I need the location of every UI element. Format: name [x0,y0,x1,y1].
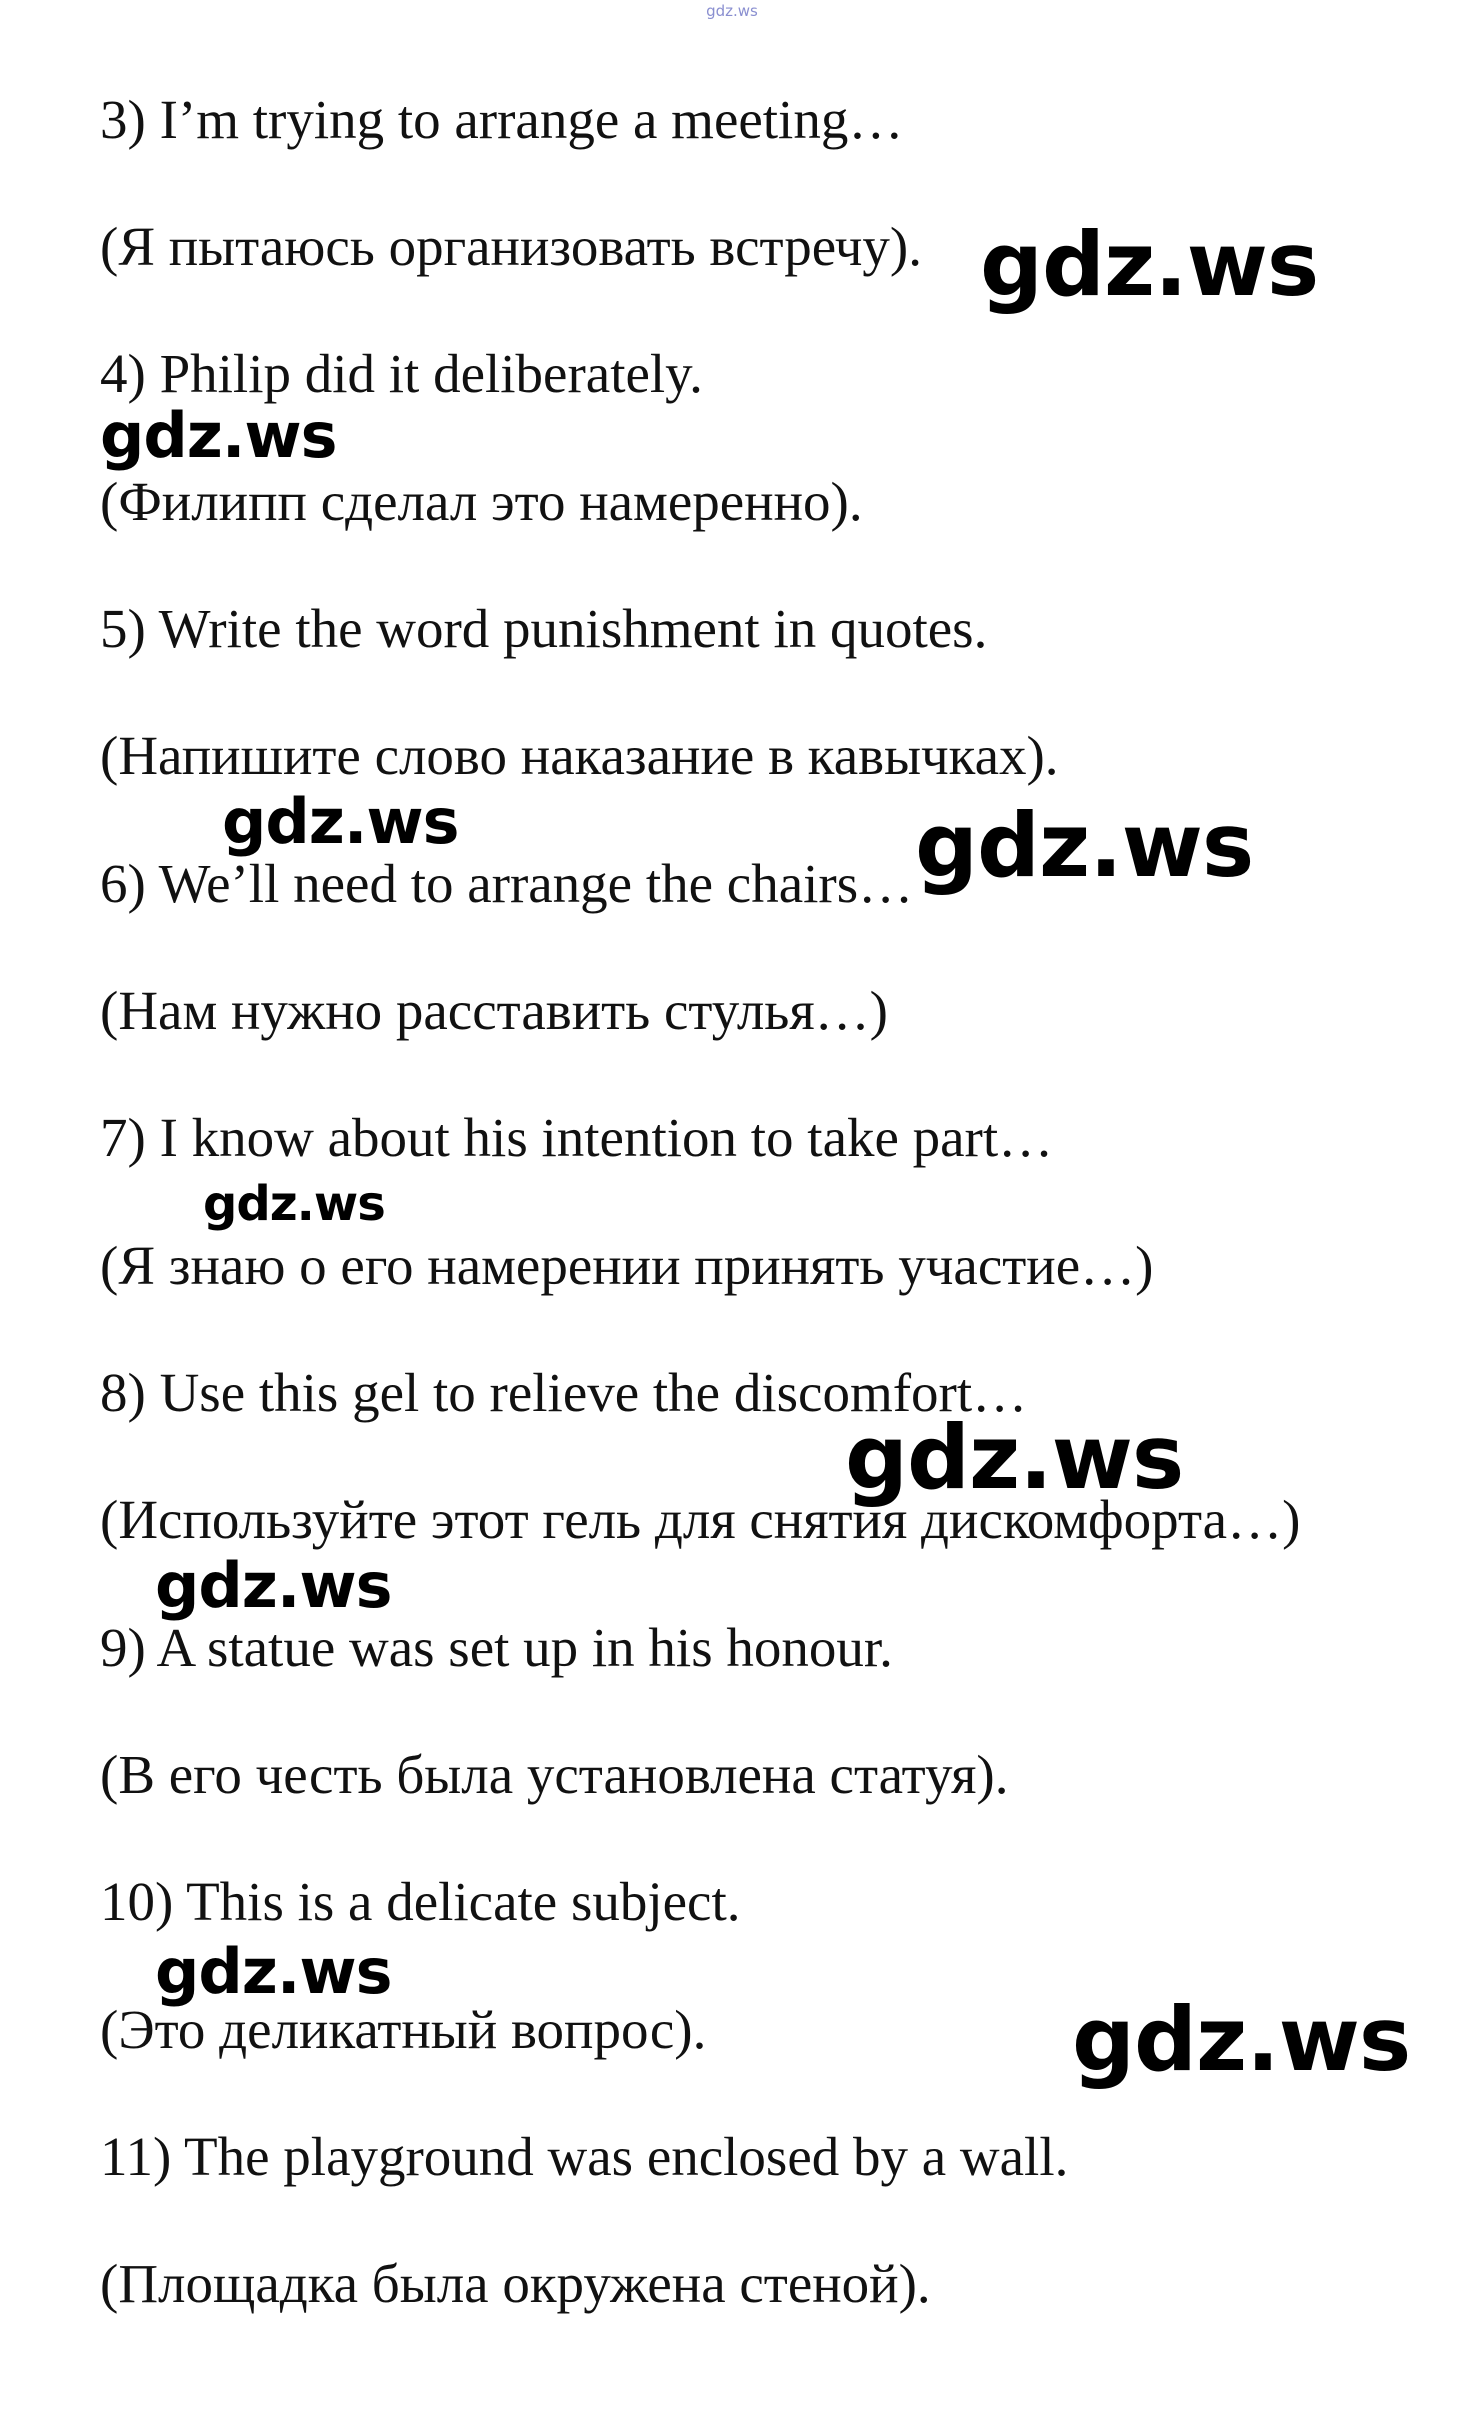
sentence-ru: (Нам нужно расставить стулья…) [100,980,888,1041]
watermark: gdz.ws [980,213,1319,316]
watermark: gdz.ws [203,1176,385,1232]
sentence-en: 6) We’ll need to arrange the chairs… [100,853,914,914]
sentence-en: 11) The playground was enclosed by a wall. [100,2126,1069,2187]
sentence-ru: (Площадка была окружена стеной). [100,2253,931,2314]
sentence-en: 7) I know about his intention to take part… [100,1107,1054,1168]
watermark: gdz.ws [1072,1988,1411,2091]
sentence-ru: (Это деликатный вопрос). [100,1999,707,2060]
sentence-ru: (Напишите слово наказание в кавычках). [100,725,1059,786]
watermark: gdz.ws [845,1406,1184,1509]
sentence-en: 3) I’m trying to arrange a meeting… [100,89,904,150]
sentence-ru: (Используйте этот гель для снятия дискомфорта…) [100,1489,1301,1550]
sentence-ru: (Я знаю о его намерении принять участие…) [100,1235,1154,1296]
sentence-en: 4) Philip did it deliberately. [100,343,703,404]
watermark: gdz.ws [155,1935,392,2008]
header-watermark: gdz.ws [706,2,758,20]
watermark: gdz.ws [155,1549,392,1622]
sentence-ru: (В его честь была установлена статуя). [100,1744,1009,1805]
watermark: gdz.ws [100,399,337,472]
watermark: gdz.ws [915,794,1254,897]
sentence-ru: (Филипп сделал это намеренно). [100,471,863,532]
sentence-en: 5) Write the word punishment in quotes. [100,598,988,659]
sentence-ru: (Я пытаюсь организовать встречу). [100,216,922,277]
sentence-en: 8) Use this gel to relieve the discomfort… [100,1362,1028,1423]
sentence-en: 10) This is a delicate subject. [100,1871,741,1932]
watermark: gdz.ws [222,785,459,858]
sentence-en: 9) A statue was set up in his honour. [100,1617,893,1678]
